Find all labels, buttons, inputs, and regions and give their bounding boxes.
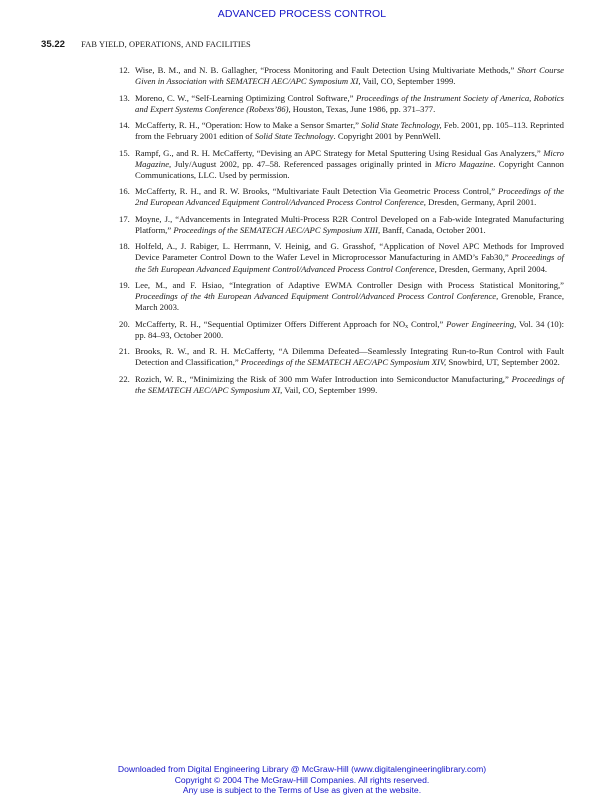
footer-terms: Any use is subject to the Terms of Use as given at the website. xyxy=(182,785,422,796)
reference-text: Rampf, G., and R. H. McCafferty, “Devising an APC Strategy for Metal Sputtering Using Residual Gas Analyzers,” Micro Magazine, July/August 2002, pp. 47–58. Referenced passages originally printed in Micro Magazine. Copyright Cannon Communications, LLC. Used by permission. xyxy=(135,147,564,180)
reference-item xyxy=(112,346,564,368)
reference-item xyxy=(112,214,564,236)
reference-item xyxy=(112,93,564,115)
reference-number: 14. xyxy=(119,120,130,130)
reference-text: Wise, B. M., and N. B. Gallagher, “Process Monitoring and Fault Detection Using Multivariate Methods,” Short Course Given in Association with SEMATECH AEC/APC Symposium XI, Vail, CO, September 1999. xyxy=(135,65,565,87)
reference-item xyxy=(112,319,564,341)
reference-text: Lee, M., and F. Hsiao, “Integration of Adaptive EWMA Controller Design with Process Statistical Monitoring,” Proceedings of the 4th European Advanced Equipment Control/Advanced Process Control Conference, Grenoble, France, March 2003. xyxy=(135,279,565,313)
reference-number: 22. xyxy=(119,373,130,384)
reference-text: Moreno, C. W., “Self-Learning Optimizing Control Software,” Proceedings of the Instrument Society of America, Robotics and Expert Systems Conference (Robexs’86), Houston, Texas, June 1986, pp. 371–377. xyxy=(135,92,564,114)
reference-number: 13. xyxy=(119,92,130,103)
reference-number: 20. xyxy=(119,318,130,329)
reference-number: 17. xyxy=(119,213,130,224)
page-number: 35.22 xyxy=(41,39,66,50)
reference-text: Rozich, W. R., “Minimizing the Risk of 300 mm Wafer Introduction into Semiconductor Manufacturing,” Proceedings of the SEMATECH AEC/APC Symposium XI, Vail, CO, September 1999. xyxy=(135,373,564,395)
reference-list xyxy=(112,65,564,401)
running-title: FAB YIELD, OPERATIONS, AND FACILITIES xyxy=(81,40,251,49)
reference-text: McCafferty, R. H., and R. W. Brooks, “Multivariate Fault Detection Via Geometric Process Control,” Proceedings of the 2nd European Advanced Equipment Control/Advanced Process Control Conference, Dresden, Germany, April 2001. xyxy=(135,186,564,208)
reference-number: 21. xyxy=(119,346,130,357)
top-banner: ADVANCED PROCESS CONTROL xyxy=(217,8,387,20)
reference-item xyxy=(112,65,564,87)
reference-text: Holfeld, A., J. Rabiger, L. Herrmann, V. Heinig, and G. Grasshof, “Application of Novel APC Methods for Improved Device Parameter Control Down to the Wafer Level in Microprocessor Manufacturing in AMD’s Fab30,” Proceedings of the 5th European Advanced Equipment Control/Advanced Process Control Conference, Dresden, Germany, April 2004. xyxy=(135,241,564,274)
reference-item xyxy=(112,374,564,396)
reference-item xyxy=(112,186,564,208)
reference-text: Brooks, R. W., and R. H. McCafferty, “A Dilemma Defeated—Seamlessly Integrating Run-to-Run Control with Fault Detection and Classification,” Proceedings of the SEMATECH AEC/APC Symposium XIV, Snowbird, UT, September 2002. xyxy=(135,346,564,368)
reference-item xyxy=(112,148,564,182)
reference-item xyxy=(112,120,564,142)
reference-number: 16. xyxy=(119,186,130,197)
reference-number: 18. xyxy=(119,241,130,252)
reference-text: McCafferty, R. H., “Sequential Optimizer Offers Different Approach for $NO_x$ Control,” Power Engineering, Vol. 34 (10): pp. 84–93, October 2000. xyxy=(135,318,564,340)
running-head xyxy=(41,39,251,50)
reference-number: 15. xyxy=(119,147,130,158)
reference-text: McCafferty, R. H., “Operation: How to Make a Sensor Smarter,” Solid State Technology, Feb. 2001, pp. 105–113. Reprinted from the February 2001 edition of Solid State Technology. Copyright 2001 by PennWell. xyxy=(135,120,564,142)
footer-copyright: Copyright © 2004 The McGraw-Hill Companies. All rights reserved. xyxy=(174,774,430,785)
reference-item xyxy=(112,280,564,314)
reference-item xyxy=(112,241,564,275)
download-footer xyxy=(0,764,604,796)
reference-text: Moyne, J., “Advancements in Integrated Multi-Process R2R Control Developed on a Fab-wide Integrated Manufacturing Platform,” Proceedings of the SEMATECH AEC/APC Symposium XIII, Banff, Canada, October 2001. xyxy=(135,213,564,235)
reference-number: 12. xyxy=(119,65,130,75)
footer-download-link[interactable]: Downloaded from Digital Engineering Library @ McGraw-Hill (www.digitalengineeringlibrary.com) xyxy=(117,764,487,774)
reference-number: 19. xyxy=(119,279,130,290)
